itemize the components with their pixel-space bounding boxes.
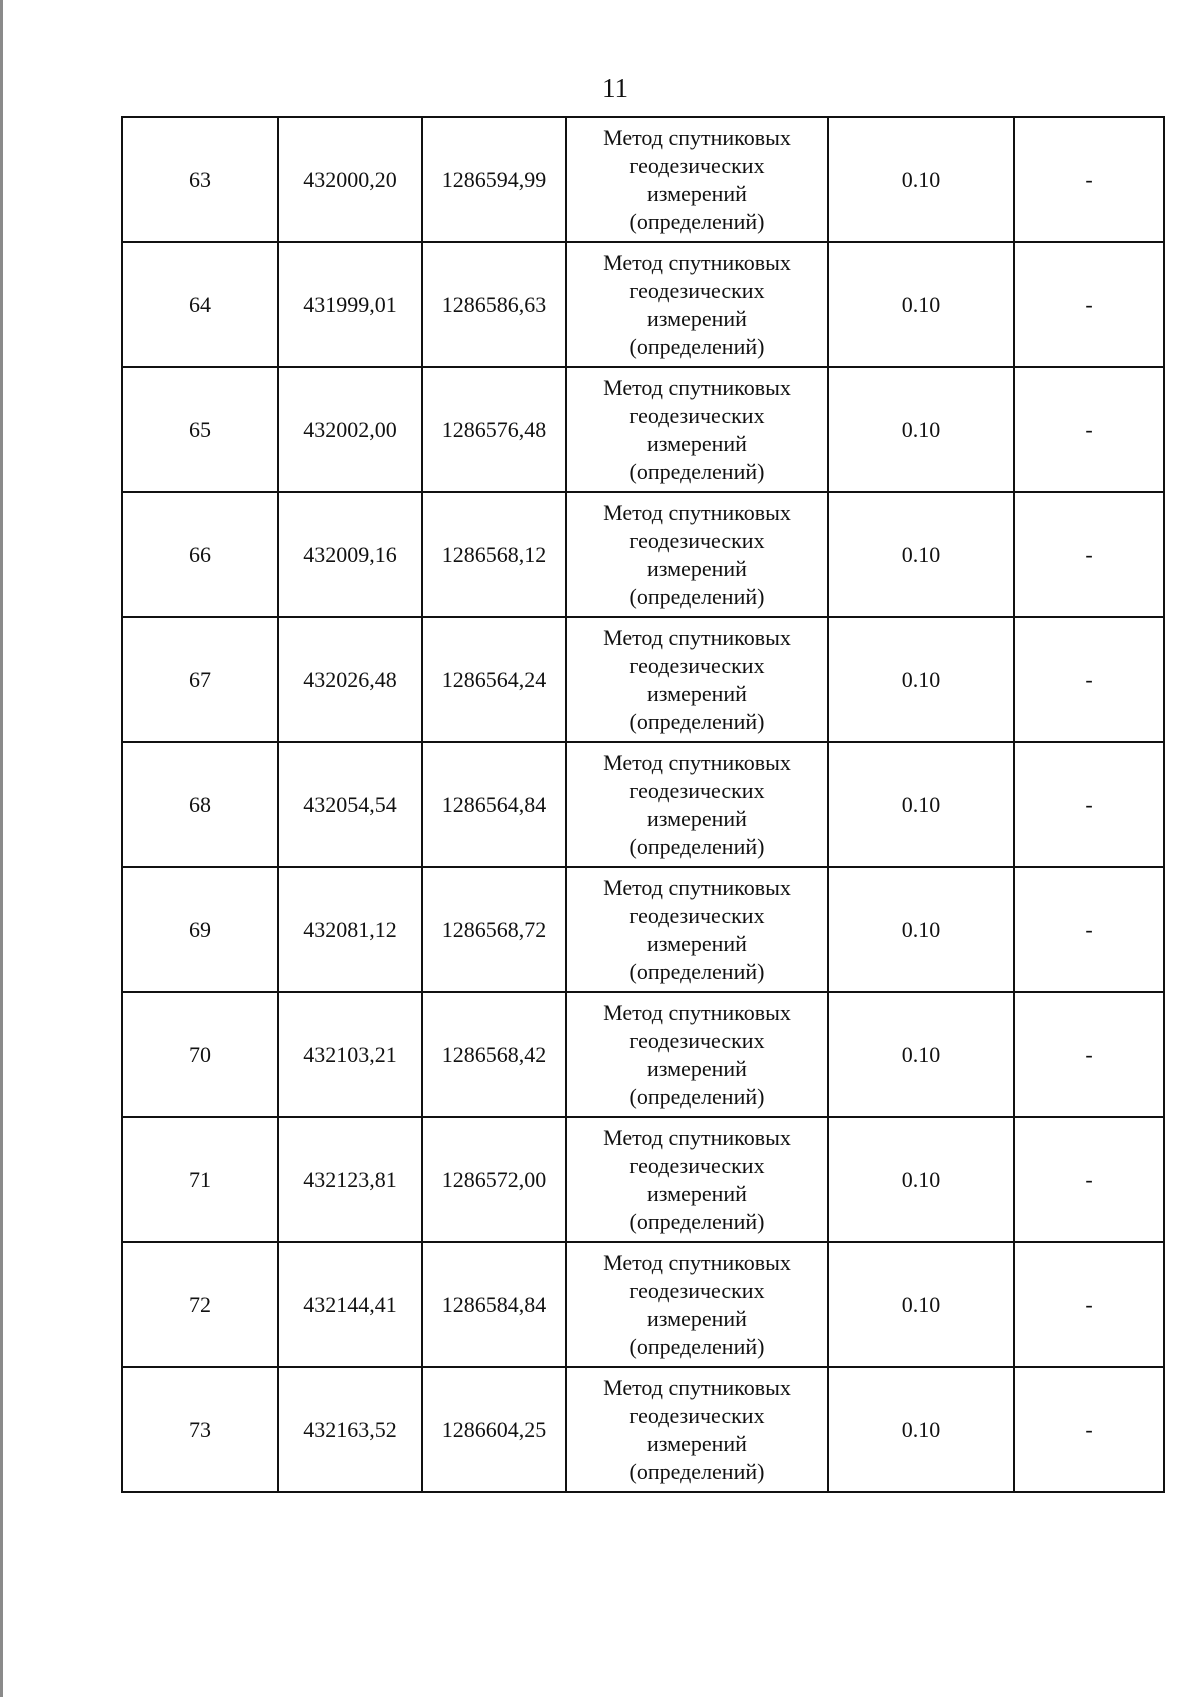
x-coordinate-cell: 432009,16: [278, 492, 422, 617]
x-coordinate-cell: 432163,52: [278, 1367, 422, 1492]
note-cell: -: [1014, 867, 1164, 992]
coordinates-table-body: [122, 117, 1164, 1492]
precision-cell: 0.10: [828, 367, 1014, 492]
table-row: [122, 492, 1164, 617]
note-cell: -: [1014, 367, 1164, 492]
point-number-cell: 65: [122, 367, 278, 492]
y-coordinate-cell: 1286576,48: [422, 367, 566, 492]
table-row: [122, 117, 1164, 242]
table-row: [122, 1242, 1164, 1367]
x-coordinate-cell: 432026,48: [278, 617, 422, 742]
note-cell: -: [1014, 242, 1164, 367]
precision-cell: 0.10: [828, 117, 1014, 242]
y-coordinate-cell: 1286572,00: [422, 1117, 566, 1242]
x-coordinate-cell: 432054,54: [278, 742, 422, 867]
method-cell: Метод спутниковых геодезических измерений (определений): [566, 367, 828, 492]
point-number-cell: 64: [122, 242, 278, 367]
page-number: 11: [602, 73, 628, 103]
scan-edge-line: [0, 0, 3, 1697]
note-cell: -: [1014, 117, 1164, 242]
y-coordinate-cell: 1286604,25: [422, 1367, 566, 1492]
method-cell: Метод спутниковых геодезических измерений (определений): [566, 1117, 828, 1242]
y-coordinate-cell: 1286594,99: [422, 117, 566, 242]
x-coordinate-cell: 432144,41: [278, 1242, 422, 1367]
precision-cell: 0.10: [828, 492, 1014, 617]
point-number-cell: 71: [122, 1117, 278, 1242]
point-number-cell: 66: [122, 492, 278, 617]
y-coordinate-cell: 1286584,84: [422, 1242, 566, 1367]
table-row: [122, 617, 1164, 742]
point-number-cell: 63: [122, 117, 278, 242]
table-row: [122, 242, 1164, 367]
x-coordinate-cell: 432103,21: [278, 992, 422, 1117]
point-number-cell: 67: [122, 617, 278, 742]
y-coordinate-cell: 1286568,72: [422, 867, 566, 992]
x-coordinate-cell: 431999,01: [278, 242, 422, 367]
precision-cell: 0.10: [828, 1117, 1014, 1242]
x-coordinate-cell: 432000,20: [278, 117, 422, 242]
precision-cell: 0.10: [828, 242, 1014, 367]
precision-cell: 0.10: [828, 992, 1014, 1117]
point-number-cell: 73: [122, 1367, 278, 1492]
y-coordinate-cell: 1286564,24: [422, 617, 566, 742]
note-cell: -: [1014, 1242, 1164, 1367]
y-coordinate-cell: 1286564,84: [422, 742, 566, 867]
x-coordinate-cell: 432081,12: [278, 867, 422, 992]
table-row: [122, 992, 1164, 1117]
note-cell: -: [1014, 1117, 1164, 1242]
table-row: [122, 367, 1164, 492]
precision-cell: 0.10: [828, 867, 1014, 992]
note-cell: -: [1014, 492, 1164, 617]
point-number-cell: 72: [122, 1242, 278, 1367]
method-cell: Метод спутниковых геодезических измерений (определений): [566, 742, 828, 867]
method-cell: Метод спутниковых геодезических измерений (определений): [566, 617, 828, 742]
method-cell: Метод спутниковых геодезических измерений (определений): [566, 492, 828, 617]
y-coordinate-cell: 1286568,42: [422, 992, 566, 1117]
y-coordinate-cell: 1286568,12: [422, 492, 566, 617]
method-cell: Метод спутниковых геодезических измерений (определений): [566, 992, 828, 1117]
note-cell: -: [1014, 992, 1164, 1117]
point-number-cell: 69: [122, 867, 278, 992]
note-cell: -: [1014, 617, 1164, 742]
x-coordinate-cell: 432123,81: [278, 1117, 422, 1242]
method-cell: Метод спутниковых геодезических измерений (определений): [566, 117, 828, 242]
precision-cell: 0.10: [828, 742, 1014, 867]
precision-cell: 0.10: [828, 1367, 1014, 1492]
note-cell: -: [1014, 742, 1164, 867]
method-cell: Метод спутниковых геодезических измерений (определений): [566, 867, 828, 992]
method-cell: Метод спутниковых геодезических измерений (определений): [566, 1367, 828, 1492]
method-cell: Метод спутниковых геодезических измерений (определений): [566, 242, 828, 367]
table-row: [122, 742, 1164, 867]
coordinates-table: [121, 116, 1165, 1493]
point-number-cell: 70: [122, 992, 278, 1117]
precision-cell: 0.10: [828, 1242, 1014, 1367]
precision-cell: 0.10: [828, 617, 1014, 742]
y-coordinate-cell: 1286586,63: [422, 242, 566, 367]
table-row: [122, 867, 1164, 992]
x-coordinate-cell: 432002,00: [278, 367, 422, 492]
table-row: [122, 1117, 1164, 1242]
method-cell: Метод спутниковых геодезических измерений (определений): [566, 1242, 828, 1367]
note-cell: -: [1014, 1367, 1164, 1492]
point-number-cell: 68: [122, 742, 278, 867]
table-row: [122, 1367, 1164, 1492]
